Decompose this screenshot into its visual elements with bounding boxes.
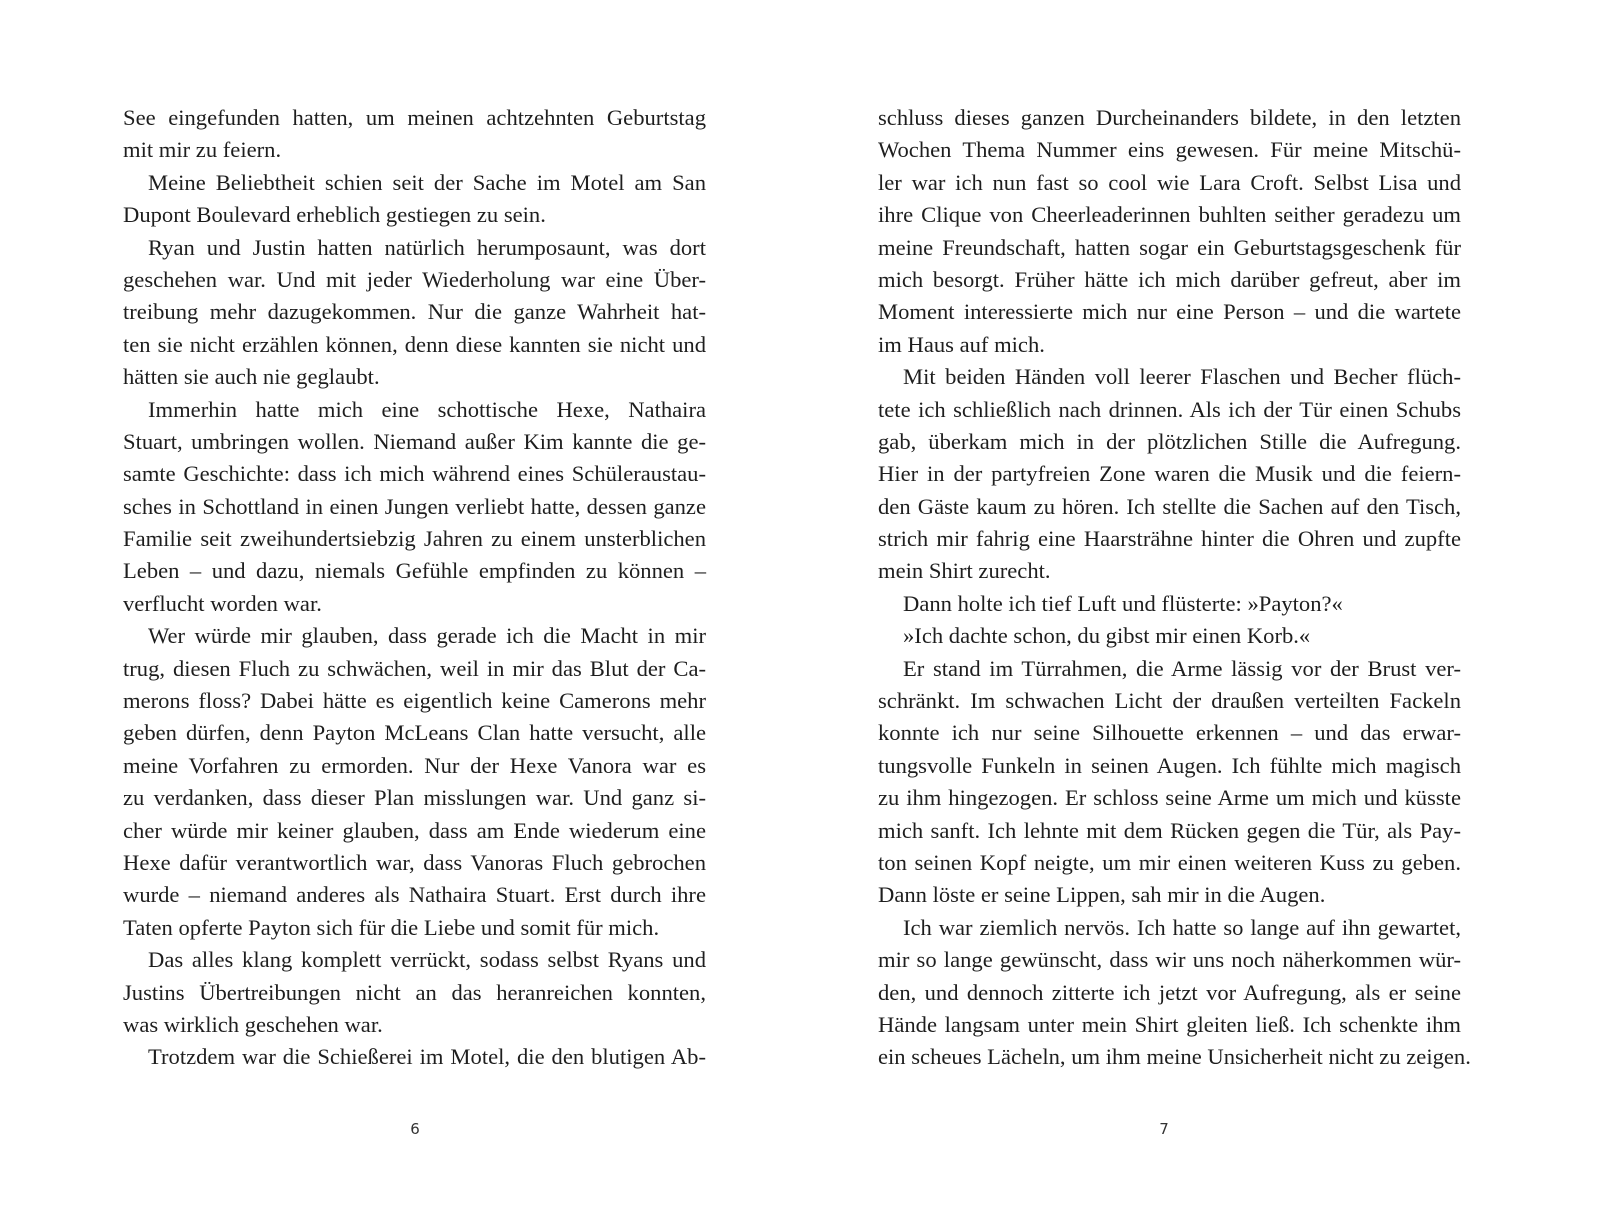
text-line: Trotzdem war die Schießerei im Motel, die den blutigen Ab-: [148, 1044, 706, 1070]
text-line: »Ich dachte schon, du gibst mir einen Korb.«: [903, 623, 1311, 649]
text-line: See eingefunden hatten, um meinen achtzehnten Geburtstag: [123, 105, 706, 130]
text-line: Wochen Thema Nummer eins gewesen. Für meine Mitschü-: [878, 137, 1461, 163]
text-line: meine Freundschaft, hatten sogar ein Geburtstagsgeschenk für: [878, 234, 1461, 260]
text-line: gab, überkam mich in der plötzlichen Stille die Aufregung.: [878, 428, 1461, 454]
text-line: Mit beiden Händen voll leerer Flaschen und Becher flüch-: [903, 364, 1461, 390]
text-line: merons floss? Dabei hätte es eigentlich keine Camerons mehr: [123, 688, 706, 714]
text-line: schluss dieses ganzen Durcheinanders bildete, in den letzten: [878, 105, 1461, 130]
text-line: mir so lange gewünscht, dass wir uns noch näherkommen wür-: [878, 947, 1461, 973]
text-line: schränkt. Im schwachen Licht der draußen verteilten Fackeln: [878, 688, 1461, 714]
text-line: ihre Clique von Cheerleaderinnen buhlten seither geradezu um: [878, 202, 1461, 228]
right-page: [800, 0, 1600, 1215]
text-line: ton seinen Kopf neigte, um mir einen weiteren Kuss zu geben.: [878, 849, 1461, 875]
text-line: Ryan und Justin hatten natürlich herumposaunt, was dort: [148, 234, 706, 260]
text-line: was wirklich geschehen war.: [123, 1011, 383, 1037]
text-line: Stuart, umbringen wollen. Niemand außer Kim kannte die ge-: [123, 428, 706, 454]
text-line: ler war ich nun fast so cool wie Lara Croft. Selbst Lisa und: [878, 169, 1461, 195]
text-line: geben dürfen, denn Payton McLeans Clan hatte versucht, alle: [123, 720, 706, 746]
text-line: mich besorgt. Früher hätte ich mich darüber gefreut, aber im: [878, 266, 1461, 292]
text-line: mit mir zu feiern.: [123, 137, 282, 163]
text-line: verflucht worden war.: [123, 590, 322, 616]
text-line: ein scheues Lächeln, um ihm meine Unsicherheit nicht zu zeigen.: [878, 1044, 1471, 1070]
text-line: tungsvolle Funkeln in seinen Augen. Ich fühlte mich magisch: [878, 752, 1461, 778]
text-line: im Haus auf mich.: [878, 331, 1045, 357]
text-line: Leben – und dazu, niemals Gefühle empfinden zu können –: [123, 558, 706, 584]
text-line: meine Vorfahren zu ermorden. Nur der Hexe Vanora war es: [123, 752, 706, 778]
text-line: Ich war ziemlich nervös. Ich hatte so lange auf ihn gewartet,: [903, 914, 1461, 940]
text-line: ten sie nicht erzählen können, denn diese kannten sie nicht und: [123, 331, 706, 357]
text-line: wurde – niemand anderes als Nathaira Stuart. Erst durch ihre: [123, 882, 706, 908]
text-line: mein Shirt zurecht.: [878, 558, 1051, 584]
left-page-text: [123, 102, 706, 1074]
text-line: Familie seit zweihundertsiebzig Jahren zu einem unsterblichen: [123, 526, 706, 552]
text-line: hätten sie auch nie geglaubt.: [123, 364, 380, 390]
page-number: 6: [410, 1120, 420, 1138]
text-line: geschehen war. Und mit jeder Wiederholung war eine Über-: [123, 266, 706, 292]
text-line: Immerhin hatte mich eine schottische Hexe, Nathaira: [148, 396, 706, 422]
text-line: Wer würde mir glauben, dass gerade ich die Macht in mir: [148, 623, 706, 649]
page-number: 7: [1159, 1120, 1169, 1138]
text-line: Das alles klang komplett verrückt, sodass selbst Ryans und: [148, 947, 706, 973]
text-line: zu ihm hingezogen. Er schloss seine Arme um mich und küsste: [878, 785, 1461, 811]
text-line: strich mir fahrig eine Haarsträhne hinter die Ohren und zupfte: [878, 526, 1461, 552]
text-line: Dann holte ich tief Luft und flüsterte: »Payton?«: [903, 590, 1343, 616]
text-line: Meine Beliebtheit schien seit der Sache im Motel am San: [148, 169, 706, 195]
text-line: Hände langsam unter mein Shirt gleiten ließ. Ich schenkte ihm: [878, 1011, 1461, 1037]
text-line: mich sanft. Ich lehnte mit dem Rücken gegen die Tür, als Pay-: [878, 817, 1461, 843]
text-line: Taten opferte Payton sich für die Liebe und somit für mich.: [123, 914, 660, 940]
text-line: Dupont Boulevard erheblich gestiegen zu sein.: [123, 202, 546, 228]
text-line: Justins Übertreibungen nicht an das heranreichen konnten,: [123, 979, 706, 1005]
text-line: den, und dennoch zitterte ich jetzt vor Aufregung, als er seine: [878, 979, 1461, 1005]
text-line: Hier in der partyfreien Zone waren die Musik und die feiern-: [878, 461, 1461, 487]
right-page-text: [878, 102, 1471, 1074]
text-line: trug, diesen Fluch zu schwächen, weil in mir das Blut der Ca-: [123, 655, 706, 681]
text-line: tete ich schließlich nach drinnen. Als ich der Tür einen Schubs: [878, 396, 1461, 422]
text-line: Er stand im Türrahmen, die Arme lässig vor der Brust ver-: [903, 655, 1461, 681]
text-line: samte Geschichte: dass ich mich während eines Schüleraustau-: [123, 461, 706, 487]
text-line: zu verdanken, dass dieser Plan misslungen war. Und ganz si-: [123, 785, 706, 811]
text-line: cher würde mir keiner glauben, dass am Ende wiederum eine: [123, 817, 706, 843]
text-line: Hexe dafür verantwortlich war, dass Vanoras Fluch gebrochen: [123, 849, 706, 875]
text-line: den Gäste kaum zu hören. Ich stellte die Sachen auf den Tisch,: [878, 493, 1461, 519]
text-line: sches in Schottland in einen Jungen verliebt hatte, dessen ganze: [123, 493, 706, 519]
text-line: Dann löste er seine Lippen, sah mir in die Augen.: [878, 882, 1326, 908]
text-line: treibung mehr dazugekommen. Nur die ganze Wahrheit hat-: [123, 299, 706, 325]
text-line: konnte ich nur seine Silhouette erkennen – und das erwar-: [878, 720, 1461, 746]
text-line: Moment interessierte mich nur eine Person – und die wartete: [878, 299, 1461, 325]
